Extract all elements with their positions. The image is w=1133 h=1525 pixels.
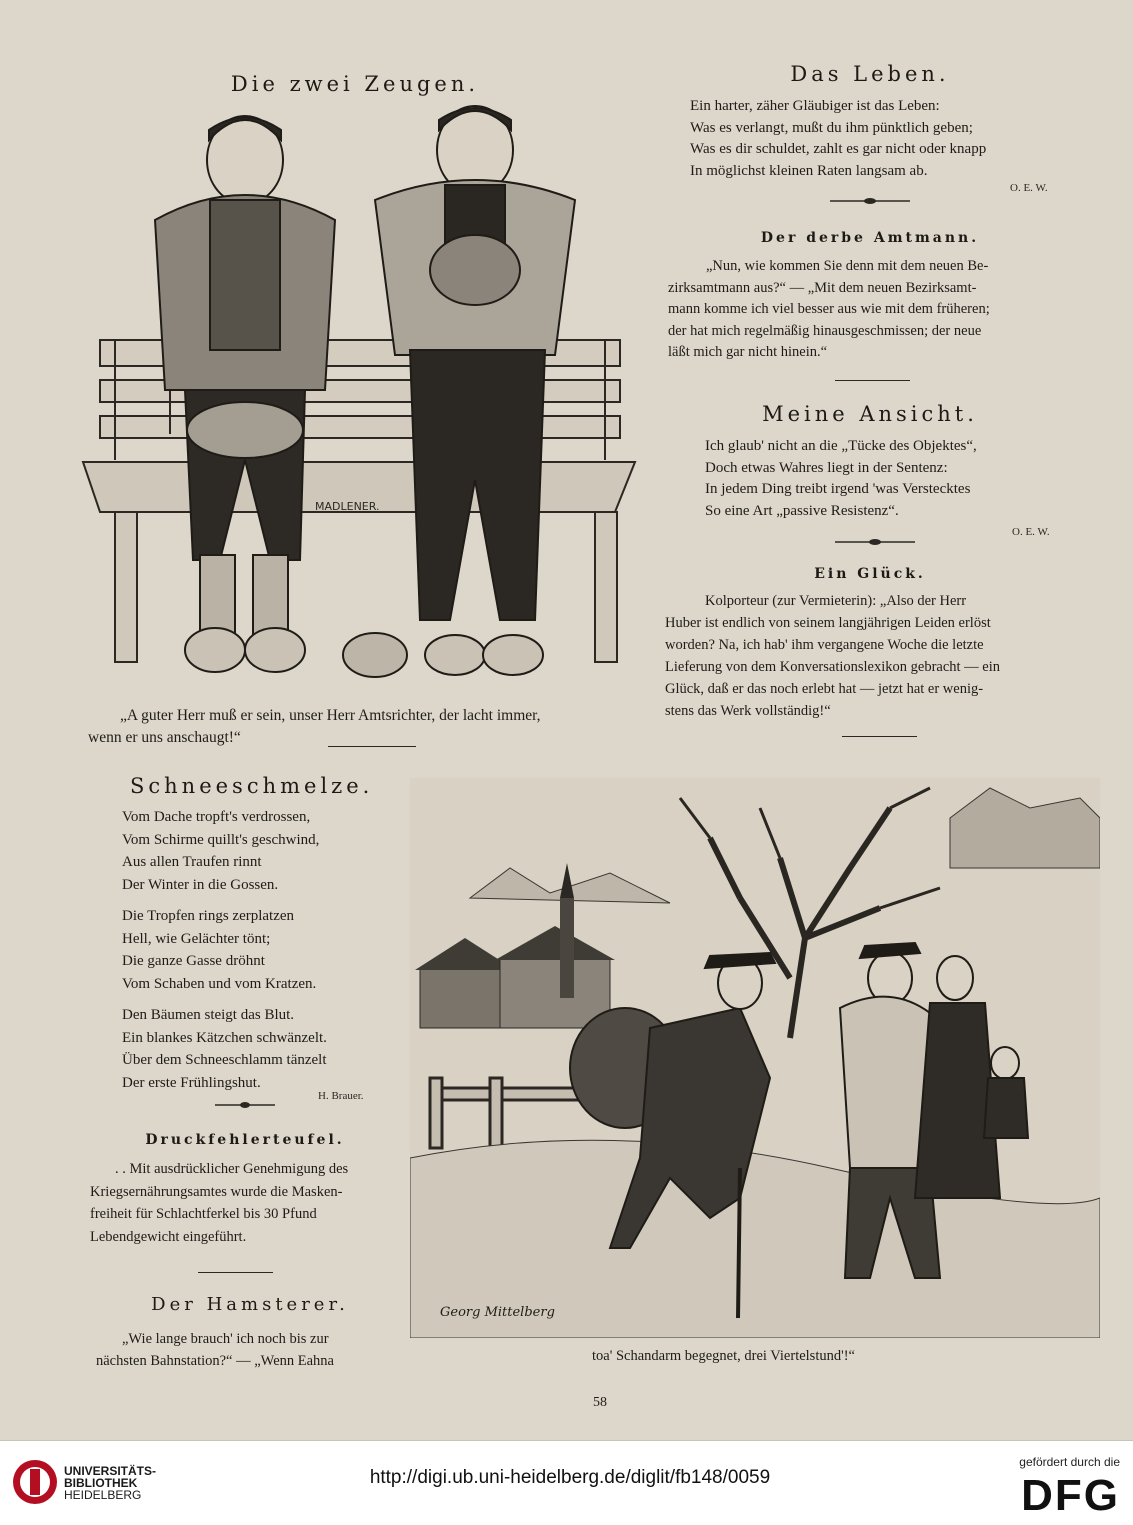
text-derbe-amtmann xyxy=(668,256,1088,364)
text-line: mann komme ich viel besser aus wie mit dem früheren; xyxy=(668,301,990,317)
text-line: Glück, daß er das noch erlebt hat — jetzt hat er wenig- xyxy=(665,681,984,697)
text-line: „Wie lange brauch' ich noch bis zur xyxy=(122,1331,329,1347)
poem-schneeschmelze xyxy=(122,806,412,1094)
separator-rule xyxy=(835,380,910,381)
title-zwei-zeugen: Die zwei Zeugen. xyxy=(230,72,480,96)
poem-line: Der erste Frühlingshut. xyxy=(122,1074,261,1091)
text-line: Huber ist endlich von seinem langjährigen Leiden erlöst xyxy=(665,615,991,631)
dfg-logo: DFG xyxy=(1021,1471,1120,1520)
poem-line: Ein blankes Kätzchen schwänzelt. xyxy=(122,1029,327,1046)
text-line: Kriegsernährungsamtes wurde die Masken- xyxy=(90,1183,343,1200)
poem-line: Was es dir schuldet, zahlt es gar nicht oder knapp xyxy=(690,141,987,157)
text-line: . . Mit ausdrücklicher Genehmigung des xyxy=(115,1161,349,1177)
poem-line: Die Tropfen rings zerplatzen xyxy=(122,908,295,924)
poem-line: Hell, wie Gelächter tönt; xyxy=(122,930,271,947)
caption-hamsterer: toa' Schandarm begegnet, drei Viertelstund'!“ xyxy=(592,1348,855,1364)
university-seal-icon xyxy=(12,1457,58,1507)
poem-line: In möglichst kleinen Raten langsam ab. xyxy=(690,162,928,179)
footer-bar xyxy=(0,1440,1133,1525)
poem-line: So eine Art „passive Resistenz“. xyxy=(705,502,899,519)
illustration-two-witnesses xyxy=(75,100,645,700)
text-ein-glueck xyxy=(665,590,1095,722)
title-ein-glueck: Ein Glück. xyxy=(814,566,926,582)
illustration-signature: Georg Mittelberg xyxy=(440,1305,555,1320)
title-druckfehlerteufel: Druckfehlerteufel. xyxy=(145,1132,345,1148)
poem-meine-ansicht xyxy=(705,436,1095,522)
poem-line: In jedem Ding treibt irgend 'was Verstecktes xyxy=(705,481,971,497)
separator-rule xyxy=(198,1272,273,1273)
source-url-link[interactable]: http://digi.ub.uni-heidelberg.de/diglit/fb148/0059 xyxy=(369,1467,771,1488)
poem-line: Aus allen Traufen rinnt xyxy=(122,854,262,870)
caption-zwei-zeugen-cont: wenn er uns anschaugt!“ xyxy=(88,729,241,746)
library-name: UNIVERSITÄTS- BIBLIOTHEK HEIDELBERG xyxy=(64,1464,157,1502)
author-meine-ansicht: O. E. W. xyxy=(1012,526,1050,538)
ornament-divider xyxy=(215,1100,275,1110)
ornament-divider xyxy=(835,537,915,547)
title-meine-ansicht: Meine Ansicht. xyxy=(762,402,978,426)
poem-line: Die ganze Gasse dröhnt xyxy=(122,953,265,969)
author-schneeschmelze: H. Brauer. xyxy=(318,1090,364,1102)
text-line: läßt mich gar nicht hinein.“ xyxy=(668,344,828,360)
poem-line: Vom Schirme quillt's geschwind, xyxy=(122,831,320,848)
illustration-hamsterer xyxy=(410,778,1100,1338)
illustration-signature: MADLENER. xyxy=(315,500,380,513)
separator-rule xyxy=(842,736,917,737)
title-schneeschmelze: Schneeschmelze. xyxy=(130,774,374,798)
author-das-leben: O. E. W. xyxy=(1010,182,1048,194)
text-line: nächsten Bahnstation?“ — „Wenn Eahna xyxy=(96,1353,334,1369)
text-line: der hat mich regelmäßig hinausgeschmissen; der neue xyxy=(668,322,982,339)
text-line: zirksamtmann aus?“ — „Mit dem neuen Bezirksamt- xyxy=(668,279,977,296)
poem-line: Ich glaub' nicht an die „Tücke des Objektes“, xyxy=(705,438,977,454)
text-line: worden? Na, ich hab' ihm vergangene Woche die letzte xyxy=(665,637,984,653)
separator-rule xyxy=(328,746,416,747)
poem-line: Doch etwas Wahres liegt in der Sentenz: xyxy=(705,459,948,476)
poem-line: Ein harter, zäher Gläubiger ist das Leben: xyxy=(690,98,940,114)
poem-line: Den Bäumen steigt das Blut. xyxy=(122,1007,295,1023)
caption-zwei-zeugen: „A guter Herr muß er sein, unser Herr Amtsrichter, der lacht immer, xyxy=(120,707,541,724)
poem-line: Der Winter in die Gossen. xyxy=(122,876,279,893)
text-line: stens das Werk vollständig!“ xyxy=(665,703,831,719)
text-line: freiheit für Schlachtferkel bis 30 Pfund xyxy=(90,1206,317,1222)
ornament-divider xyxy=(830,196,910,206)
text-hamsterer xyxy=(96,1328,416,1372)
poem-line: Vom Schaben und vom Kratzen. xyxy=(122,975,317,992)
poem-das-leben xyxy=(690,96,1090,182)
poem-line: Was es verlangt, mußt du ihm pünktlich geben; xyxy=(690,119,973,136)
funded-by-label: gefördert durch die xyxy=(1019,1455,1120,1469)
title-derbe-amtmann: Der derbe Amtmann. xyxy=(760,230,980,246)
text-line: „Nun, wie kommen Sie denn mit dem neuen Be- xyxy=(706,258,989,274)
page-number: 58 xyxy=(593,1395,607,1410)
text-line: Kolporteur (zur Vermieterin): „Also der Herr xyxy=(705,593,967,609)
text-line: Lebendgewicht eingeführt. xyxy=(90,1228,247,1245)
poem-line: Über dem Schneeschlamm tänzelt xyxy=(122,1052,327,1068)
title-das-leben: Das Leben. xyxy=(790,62,950,86)
text-line: Lieferung von dem Konversationslexikon gebracht — ein xyxy=(665,659,1001,675)
poem-line: Vom Dache tropft's verdrossen, xyxy=(122,809,311,825)
text-druckfehlerteufel xyxy=(90,1158,410,1248)
title-hamsterer: Der Hamsterer. xyxy=(151,1294,349,1315)
